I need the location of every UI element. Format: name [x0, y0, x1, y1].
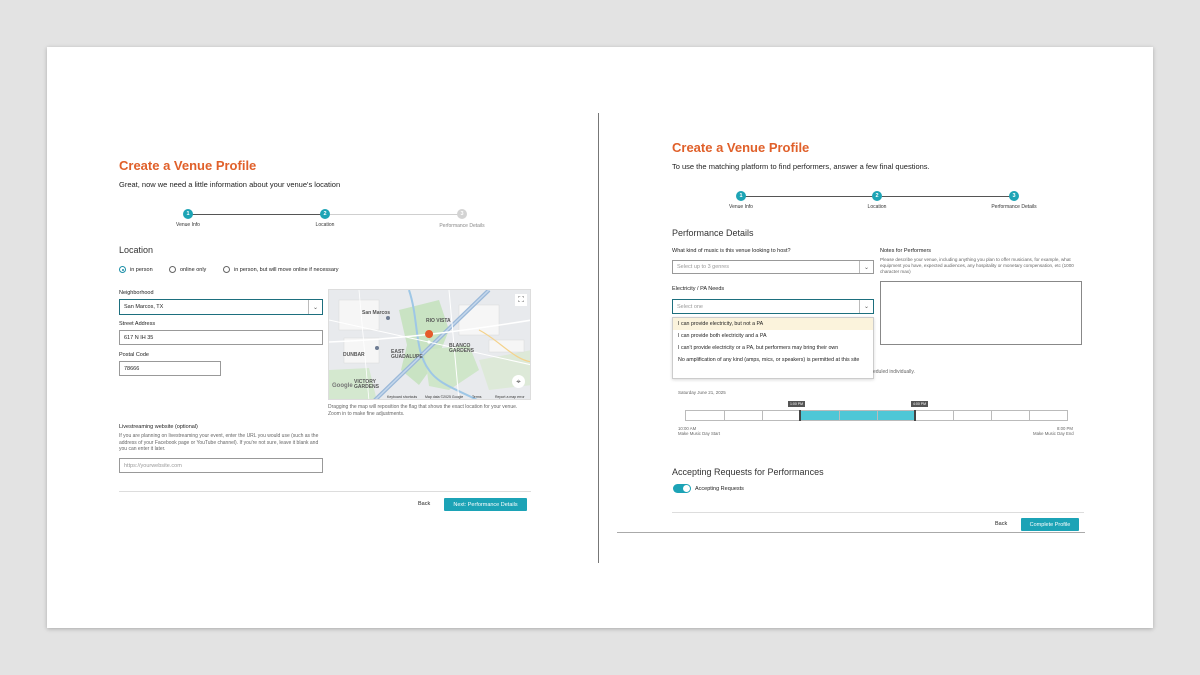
- map-label-rio-vista: RIO VISTA: [426, 318, 451, 324]
- radio-in-person-fallback-circle[interactable]: [223, 266, 230, 273]
- location-section-heading: Location: [119, 245, 154, 255]
- timeline-start-time: 10:00 AM: [678, 426, 697, 431]
- electricity-select[interactable]: [672, 299, 874, 314]
- postal-code-value: 78666: [124, 365, 140, 372]
- electricity-option-4[interactable]: No amplification of any kind (amps, mics, or speakers) is permitted at this site: [678, 357, 860, 363]
- left-step-2-label: Location: [315, 222, 335, 228]
- street-address-value: 617 N IH 35: [124, 334, 154, 341]
- right-step-1-dot[interactable]: 1: [736, 191, 746, 201]
- left-page-subtitle: Great, now we need a little information about your venue's location: [119, 180, 341, 189]
- livestream-placeholder: https://yourwebsite.com: [124, 462, 182, 469]
- map-footer-data: Map data ©2025 Google: [425, 395, 464, 399]
- radio-online-only-label: online only: [180, 266, 207, 273]
- map-label-east-guadalupe: EAST GUADALUPE: [391, 349, 423, 360]
- accepting-requests-label: Accepting Requests: [695, 486, 744, 492]
- complete-profile-button[interactable]: Complete Profile: [1021, 518, 1079, 531]
- right-step-3-dot[interactable]: 3: [1009, 191, 1019, 201]
- timeline-start-flag: 1:00 PM: [790, 402, 804, 406]
- schedule-partial-text: eduled individually.: [873, 369, 915, 375]
- neighborhood-select[interactable]: [119, 299, 323, 315]
- timeline-end-flag: 4:00 PM: [913, 402, 927, 406]
- radio-in-person-circle[interactable]: [119, 266, 126, 273]
- music-genre-placeholder: Select up to 3 genres: [677, 264, 729, 270]
- street-address-input[interactable]: [119, 330, 323, 345]
- timeline-track[interactable]: [685, 410, 1068, 421]
- left-step-1-dot[interactable]: 1: [183, 209, 193, 219]
- google-logo: Google: [332, 383, 353, 389]
- right-page-subtitle: To use the matching platform to find performers, answer a few final questions.: [672, 162, 930, 171]
- radio-in-person[interactable]: [119, 266, 153, 273]
- electricity-option-1[interactable]: I can provide electricity, but not a PA: [673, 318, 873, 330]
- timeline-start-handle[interactable]: [799, 410, 801, 421]
- map-label-dunbar: DUNBAR: [343, 352, 365, 358]
- map-label-victory-gardens: VICTORY GARDENS: [354, 379, 380, 390]
- right-page-title: Create a Venue Profile: [672, 140, 810, 155]
- map-footer-terms[interactable]: Terms: [472, 395, 482, 399]
- livestream-label: Livestreaming website (optional): [119, 424, 198, 430]
- postal-code-input[interactable]: [119, 361, 221, 376]
- postal-code-label: Postal Code: [119, 352, 149, 358]
- right-step-line-2: [882, 196, 1010, 197]
- notes-label: Notes for Performers: [880, 248, 932, 254]
- radio-online-only-circle[interactable]: [169, 266, 176, 273]
- right-footer-rule: [672, 512, 1084, 513]
- right-step-line-1: [745, 196, 873, 197]
- music-genre-select[interactable]: [672, 260, 874, 274]
- notes-textarea[interactable]: [880, 281, 1082, 345]
- panel-divider: [598, 113, 599, 563]
- right-step-2-label: Location: [867, 204, 887, 210]
- timeline-selected-range[interactable]: [800, 411, 915, 420]
- radio-in-person-fallback-label: in person, but will move online if necessary: [234, 266, 339, 273]
- radio-in-person-fallback[interactable]: [223, 266, 339, 273]
- accepting-requests-heading: Accepting Requests for Performances: [672, 467, 824, 477]
- left-step-3-dot: 3: [457, 209, 467, 219]
- right-bottom-rule: [617, 532, 1085, 533]
- timeline-date: Saturday June 21, 2025: [678, 390, 726, 395]
- right-step-3-label: Performance Details: [991, 204, 1037, 210]
- accepting-requests-toggle[interactable]: [673, 484, 691, 493]
- map-label-blanco-gardens: BLANCO GARDENS: [449, 343, 475, 354]
- my-location-icon[interactable]: ⌖: [512, 375, 525, 388]
- right-step-1-label: Venue Info: [729, 204, 753, 210]
- right-step-2-dot[interactable]: 2: [872, 191, 882, 201]
- right-back-button[interactable]: Back: [995, 521, 1008, 527]
- neighborhood-value: San Marcos, TX: [124, 304, 164, 310]
- chevron-down-icon[interactable]: ⌄: [308, 300, 322, 314]
- performance-details-heading: Performance Details: [672, 228, 754, 238]
- fullscreen-icon[interactable]: ⛶: [515, 294, 527, 306]
- left-step-1-label: Venue Info: [176, 222, 200, 228]
- music-genre-label: What kind of music is this venue looking to host?: [672, 248, 791, 254]
- map-caption: Dragging the map will reposition the flag that shows the exact location for your venue. Zoom in to make fine adjustments.: [328, 404, 518, 417]
- left-page-title: Create a Venue Profile: [119, 158, 257, 173]
- left-back-button[interactable]: Back: [418, 501, 431, 507]
- left-step-2-dot[interactable]: 2: [320, 209, 330, 219]
- timeline-start-caption: Make Music Day Start: [678, 431, 721, 436]
- radio-online-only[interactable]: [169, 266, 206, 273]
- location-map[interactable]: [328, 289, 531, 400]
- left-step-3-label: Performance Details: [439, 223, 485, 229]
- next-performance-details-button[interactable]: Next: Performance Details: [444, 498, 527, 511]
- neighborhood-label: Neighborhood: [119, 290, 154, 296]
- left-footer-rule: [119, 491, 531, 492]
- timeline-end-caption: Make Music Day End: [1033, 431, 1074, 436]
- map-label-san-marcos: San Marcos: [362, 310, 391, 316]
- chevron-down-icon[interactable]: ⌄: [859, 300, 873, 313]
- chevron-down-icon[interactable]: ⌄: [859, 261, 873, 273]
- livestream-help: If you are planning on livestreaming your event, enter the URL you would use (such as the address of your Facebook page or YouTube channel). If you're not sure, leave it blank and you can enter it later.: [119, 433, 319, 452]
- notes-help: Please describe your venue, including anything you plan to offer musicians, for example, what equipment you have, expected audiences, any hospitality or monetary compensation, etc (1000 character max): [880, 257, 1074, 274]
- electricity-placeholder: Select one: [677, 303, 703, 310]
- map-footer-shortcuts[interactable]: Keyboard shortcuts: [387, 395, 418, 399]
- electricity-label: Electricity / PA Needs: [672, 286, 725, 292]
- street-address-label: Street Address: [119, 321, 156, 327]
- livestream-input[interactable]: [119, 458, 323, 473]
- map-footer-report[interactable]: Report a map error: [495, 395, 525, 399]
- timeline-end-handle[interactable]: [914, 410, 916, 421]
- electricity-option-2[interactable]: I can provide both electricity and a PA: [678, 333, 767, 339]
- left-step-line-1: [192, 214, 325, 215]
- electricity-dropdown-menu: [672, 317, 874, 379]
- timeline-end-time: 8:00 PM: [1057, 426, 1074, 431]
- screenshot-card: [47, 47, 1153, 628]
- radio-in-person-label: in person: [130, 266, 153, 273]
- electricity-option-3[interactable]: I can't provide electricity or a PA, but performers may bring their own: [678, 345, 839, 351]
- left-step-line-2: [330, 214, 460, 215]
